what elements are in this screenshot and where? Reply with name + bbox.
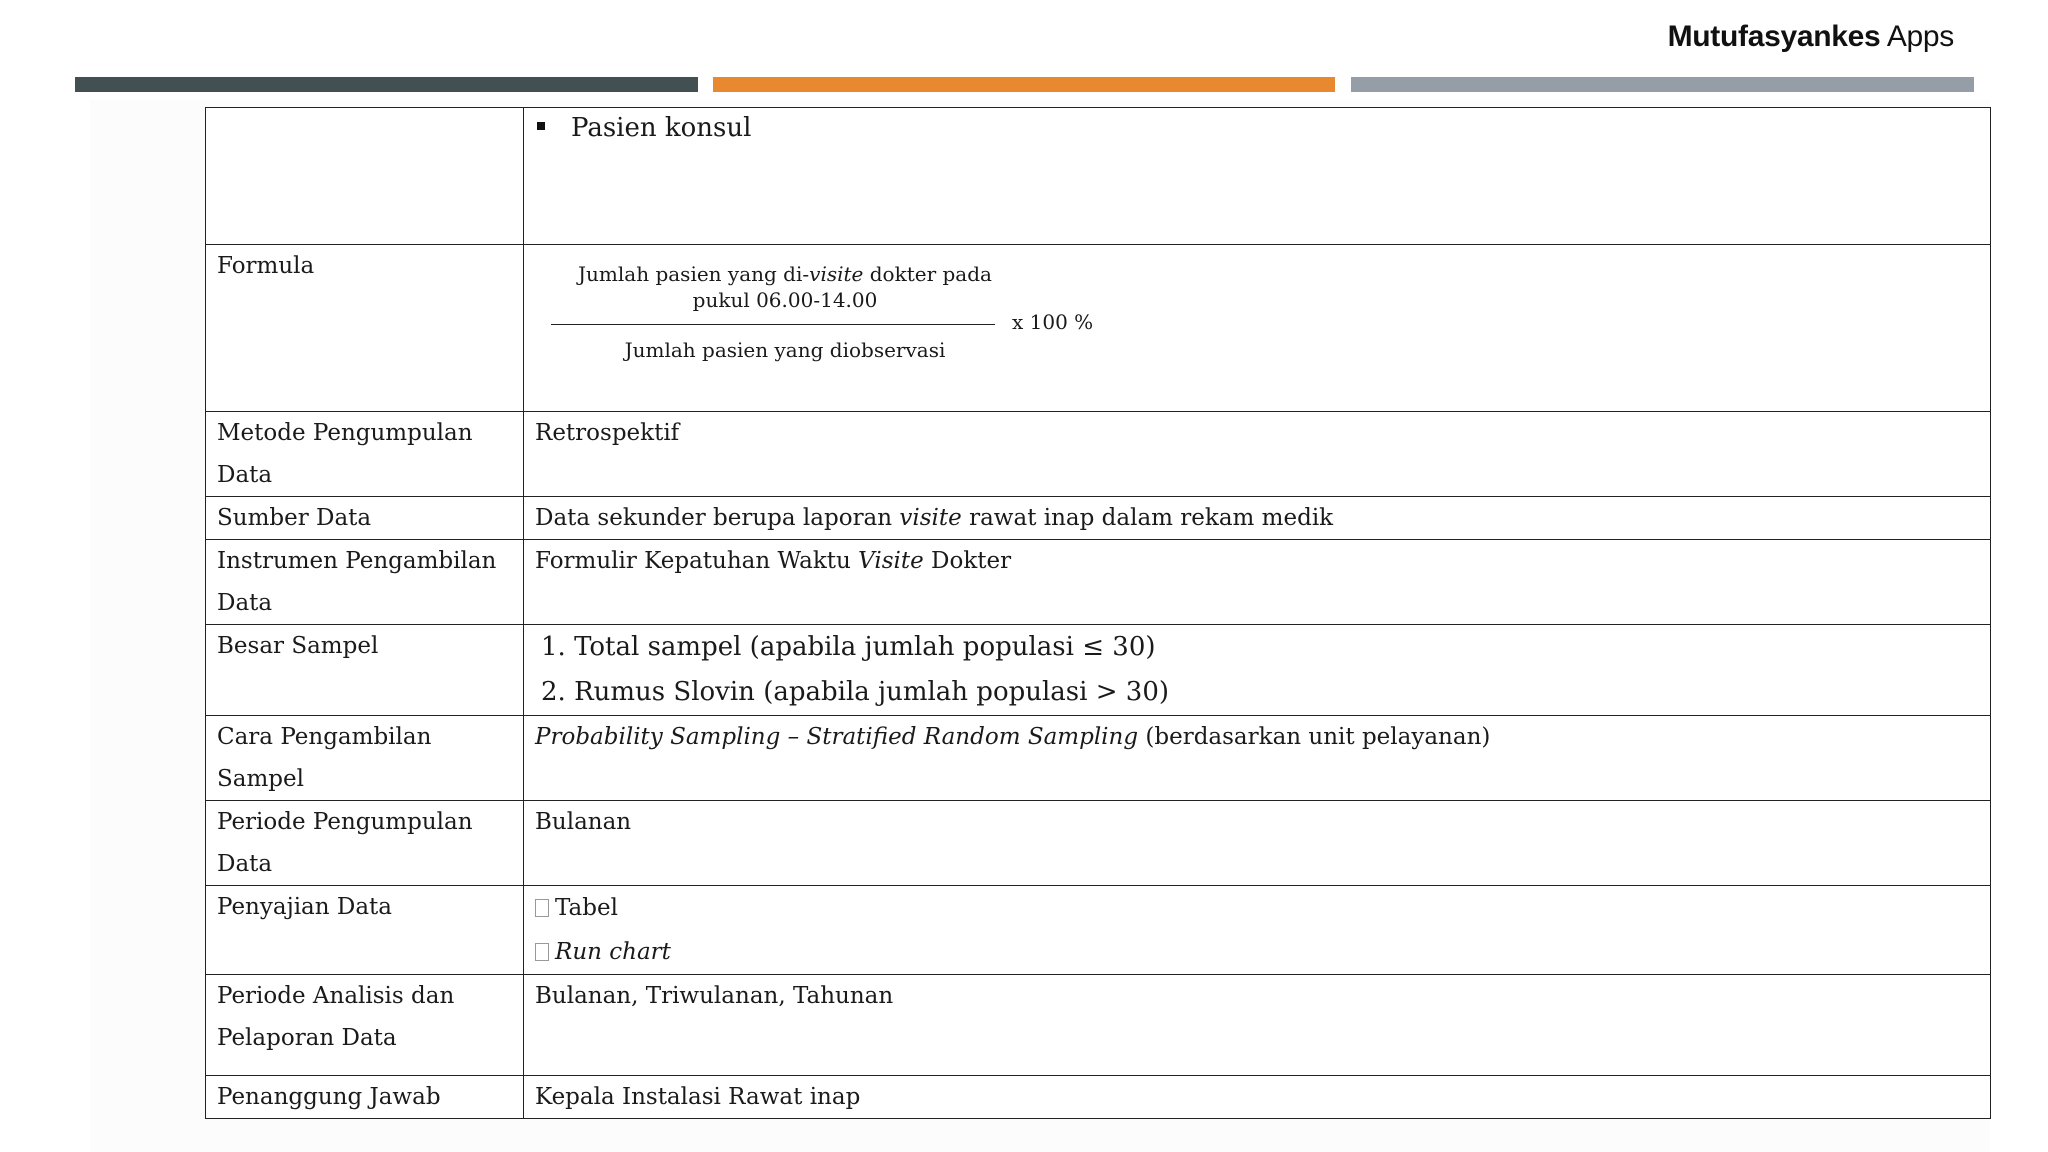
formula-denominator: Jumlah pasien yang diobservasi xyxy=(624,338,946,362)
table-row-analisis xyxy=(206,975,1991,1076)
header-bar-gray xyxy=(1351,77,1974,92)
fraction-line xyxy=(551,324,995,325)
table-row-besar-sampel xyxy=(206,625,1991,716)
square-bullet-icon xyxy=(537,122,545,130)
table-row-sumber xyxy=(206,497,1991,540)
row-label xyxy=(206,108,524,245)
table-row-formula xyxy=(206,245,1991,412)
list-item: 1. Total sampel (apabila jumlah populasi ≤ 30) xyxy=(541,632,1156,662)
bullet-text: Pasien konsul xyxy=(571,113,752,143)
row-value xyxy=(524,245,1991,412)
checkbox-icon xyxy=(535,899,549,917)
row-value: Data sekunder berupa laporan visite rawat inap dalam rekam medik xyxy=(524,497,1991,540)
row-label: Periode Pengumpulan Data xyxy=(206,801,524,886)
brand-name: Mutufasyankes xyxy=(1667,20,1881,53)
list-item: Tabel xyxy=(535,886,1979,930)
row-label: Metode Pengumpulan Data xyxy=(206,412,524,497)
table-row-instrumen xyxy=(206,540,1991,625)
brand-suffix: Apps xyxy=(1886,20,1954,53)
row-value: Retrospektif xyxy=(524,412,1991,497)
numbered-list xyxy=(535,625,1979,715)
checkbox-list xyxy=(535,886,1979,974)
row-label: Periode Analisis dan Pelaporan Data xyxy=(206,975,524,1076)
formula-multiplier: x 100 % xyxy=(1012,310,1094,334)
table-row-penyajian xyxy=(206,886,1991,975)
table-row-metode xyxy=(206,412,1991,497)
row-label: Sumber Data xyxy=(206,497,524,540)
list-item: 2. Rumus Slovin (apabila jumlah populasi > 30) xyxy=(541,677,1170,707)
row-label: Formula xyxy=(206,245,524,412)
row-value xyxy=(524,886,1991,975)
checkbox-icon xyxy=(535,943,549,961)
indicator-table xyxy=(205,107,1991,1119)
row-value: Bulanan xyxy=(524,801,1991,886)
header-bar-dark xyxy=(75,77,698,92)
list-item: Run chart xyxy=(535,930,1979,974)
row-value xyxy=(524,625,1991,716)
bullet-item xyxy=(535,108,1979,146)
row-label: Penyajian Data xyxy=(206,886,524,975)
formula-numerator: Jumlah pasien yang di-visite dokter pada pukul 06.00-14.00 xyxy=(578,262,992,312)
row-label: Instrumen Pengambilan Data xyxy=(206,540,524,625)
table-row-periode xyxy=(206,801,1991,886)
header-bar-orange xyxy=(713,77,1335,92)
row-value: Bulanan, Triwulanan, Tahunan xyxy=(524,975,1991,1076)
row-label: Besar Sampel xyxy=(206,625,524,716)
row-label: Cara Pengambilan Sampel xyxy=(206,716,524,801)
row-value xyxy=(524,108,1991,245)
table-row-cara xyxy=(206,716,1991,801)
formula xyxy=(535,245,1979,411)
row-value: Kepala Instalasi Rawat inap xyxy=(524,1076,1991,1119)
row-value: Formulir Kepatuhan Waktu Visite Dokter xyxy=(524,540,1991,625)
table-row-penanggung-jawab xyxy=(206,1076,1991,1119)
row-value: Probability Sampling – Stratified Random Sampling (berdasarkan unit pelayanan) xyxy=(524,716,1991,801)
table-row-continuation xyxy=(206,108,1991,245)
brand-title xyxy=(1668,20,1954,54)
row-label: Penanggung Jawab xyxy=(206,1076,524,1119)
